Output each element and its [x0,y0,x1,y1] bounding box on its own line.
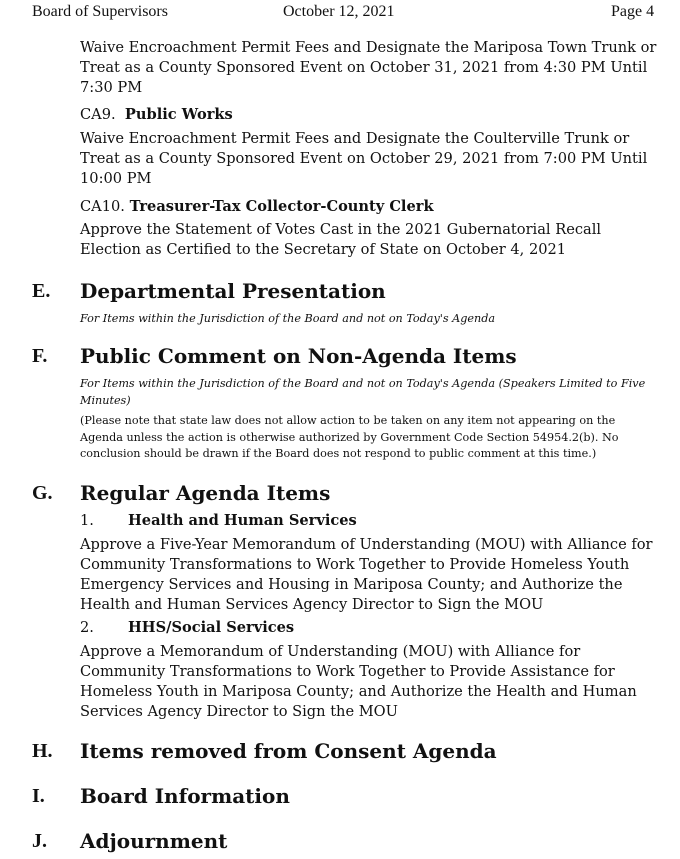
section-f-letter: F. [32,345,48,367]
section-h-letter: H. [32,740,53,762]
consent-item-ca10-heading [80,197,434,217]
section-e-title: Departmental Presentation [80,279,386,303]
header-board-name: Board of Supervisors [32,3,168,20]
section-j-title: Adjournment [80,829,228,853]
section-e-letter: E. [32,280,51,302]
section-i-title: Board Information [80,784,290,808]
section-f-note: (Please note that state law does not allow action to be taken on any item not appearing on the Agenda unless the action is otherwise authorized by Government Code Section 54954.2(b). No conclusion should be drawn if the Board does not respond to public comment at this time.) [80,414,619,460]
section-e-subtitle: For Items within the Jurisdiction of the Board and not on Today's Agenda [80,312,496,325]
agenda-item-2-title: HHS/Social Services [128,619,295,636]
agenda-item-1-title: Health and Human Services [128,512,357,529]
item-title: Treasurer-Tax Collector-County Clerk [129,198,434,215]
consent-item-ca10-text: Approve the Statement of Votes Cast in the 2021 Gubernatorial Recall Election as Certified to the Secretary of State on October 4, 2021 [80,221,602,258]
agenda-item-2-number: 2. [80,619,94,636]
agenda-item-2-text: Approve a Memorandum of Understanding (MOU) with Alliance for Community Transformations to Work Together to Provide Assistance for Homeless Youth in Mariposa County; and Authorize the Health and Human Services Agency Director to Sign the MOU [80,643,637,720]
section-f-title: Public Comment on Non-Agenda Items [80,344,517,368]
section-g-letter: G. [32,482,53,504]
section-j-letter: J. [32,830,47,852]
item-number: CA10. [80,198,125,215]
agenda-item-1-number: 1. [80,512,94,529]
agenda-item-1-text: Approve a Five-Year Memorandum of Understanding (MOU) with Alliance for Community Transformations to Work Together to Provide Homeless Youth Emergency Services and Housing in Mariposa County; and Authorize the Health and Human Services Agency Director to Sign the MOU [80,536,653,613]
consent-item-text: Waive Encroachment Permit Fees and Designate the Mariposa Town Trunk or Treat as a County Sponsored Event on October 31, 2021 from 4:30 PM Until 7:30 PM [80,39,657,96]
section-h-title: Items removed from Consent Agenda [80,739,497,763]
header-page-number: Page 4 [611,3,655,20]
consent-item-ca9-heading [80,105,233,125]
item-title: Public Works [124,106,233,123]
section-g-title: Regular Agenda Items [80,481,331,505]
header-date: October 12, 2021 [283,3,395,20]
item-number: CA9. [80,106,116,123]
section-f-subtitle: For Items within the Jurisdiction of the Board and not on Today's Agenda (Speakers Limited to Five Minutes) [80,377,646,407]
section-i-letter: I. [32,785,45,807]
consent-item-ca9-text: Waive Encroachment Permit Fees and Designate the Coulterville Trunk or Treat as a County Sponsored Event on October 29, 2021 from 7:00 PM Until 10:00 PM [80,130,648,187]
